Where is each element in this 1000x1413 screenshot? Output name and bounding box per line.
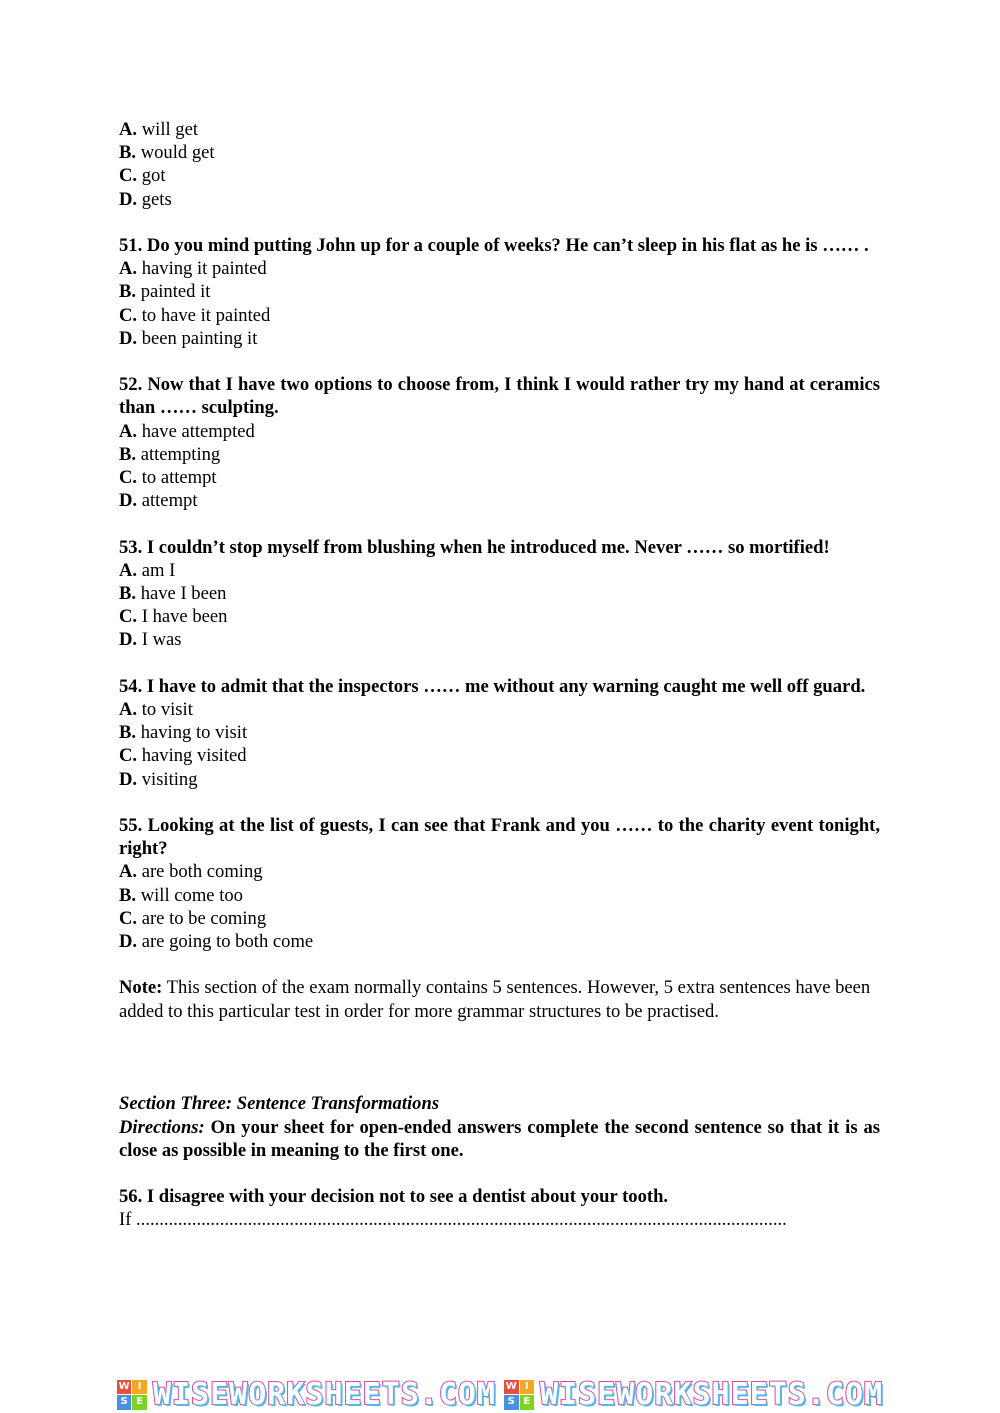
watermark-text: WISEWORKSHEETS.COM	[152, 1376, 496, 1412]
option-a[interactable]: A. have attempted	[119, 420, 255, 442]
directions-label: Directions:	[119, 1116, 205, 1138]
watermark-brand	[504, 1376, 884, 1412]
note-label: Note:	[119, 977, 163, 999]
option-b[interactable]: B. would get	[119, 142, 215, 164]
option-d[interactable]: D. are going to both come	[119, 931, 314, 953]
option-c[interactable]: C. got	[119, 165, 166, 187]
q52-options	[119, 420, 880, 513]
section-note	[119, 976, 880, 1022]
option-a[interactable]: A. am I	[119, 559, 176, 581]
worksheet-page	[119, 118, 880, 1232]
option-b[interactable]: B. having to visit	[119, 722, 248, 744]
q55-options	[119, 860, 880, 953]
option-b[interactable]: B. will come too	[119, 884, 243, 906]
option-d[interactable]: D. attempt	[119, 490, 198, 512]
option-b[interactable]: B. painted it	[119, 281, 211, 303]
option-c[interactable]: C. having visited	[119, 745, 247, 767]
q51-options	[119, 257, 880, 350]
option-b[interactable]: B. have I been	[119, 583, 227, 605]
option-c[interactable]: C. I have been	[119, 606, 228, 628]
option-d[interactable]: D. been painting it	[119, 327, 258, 349]
option-b[interactable]: B. attempting	[119, 443, 221, 465]
question-56-stem: 56. I disagree with your decision not to see a dentist about your tooth.	[119, 1186, 669, 1208]
option-c[interactable]: C. to have it painted	[119, 304, 271, 326]
option-c[interactable]: C. to attempt	[119, 467, 217, 489]
option-d[interactable]: D. I was	[119, 629, 182, 651]
question-52-stem: 52. Now that I have two options to choose from, I think I would rather try my hand at ceramics than …… sculpting.	[119, 374, 880, 419]
question-51-stem: 51. Do you mind putting John up for a couple of weeks? He can’t sleep in his flat as he is …… .	[119, 235, 869, 256]
option-d[interactable]: D. gets	[119, 188, 172, 210]
watermark-text: WISEWORKSHEETS.COM	[540, 1376, 884, 1412]
option-a[interactable]: A. to visit	[119, 699, 193, 721]
q50-options	[119, 118, 880, 211]
watermark-footer	[0, 1376, 1000, 1413]
watermark-logo-icon: W I S E	[117, 1380, 147, 1410]
section-title: Section Three: Sentence Transformations	[119, 1093, 440, 1115]
watermark-logo-icon: W I S E	[504, 1380, 534, 1410]
question-55-stem: 55. Looking at the list of guests, I can see that Frank and you …… to the charity event tonight, right?	[119, 815, 880, 860]
directions-text: On your sheet for open-ended answers complete the second sentence so that it is as close as possible in meaning to the first one.	[119, 1116, 880, 1161]
option-d[interactable]: D. visiting	[119, 768, 198, 790]
option-a[interactable]: A. are both coming	[119, 861, 263, 883]
question-53-stem: 53. I couldn’t stop myself from blushing when he introduced me. Never …… so mortified!	[119, 536, 830, 558]
watermark-brand	[117, 1376, 496, 1412]
q54-options	[119, 698, 880, 791]
note-text: This section of the exam normally contains 5 sentences. However, 5 extra sentences have been added to this particular test in order for more grammar structures to be practised.	[119, 977, 871, 1022]
question-54-stem: 54. I have to admit that the inspectors …… me without any warning caught me well off guard.	[119, 675, 866, 697]
option-a[interactable]: A. will get	[119, 119, 199, 140]
answer-line[interactable]: If ............................................................................................................................................	[119, 1209, 787, 1231]
section-three	[119, 1092, 880, 1162]
q53-options	[119, 559, 880, 652]
option-c[interactable]: C. are to be coming	[119, 907, 267, 929]
section-directions	[119, 1116, 880, 1162]
option-a[interactable]: A. having it painted	[119, 258, 267, 280]
